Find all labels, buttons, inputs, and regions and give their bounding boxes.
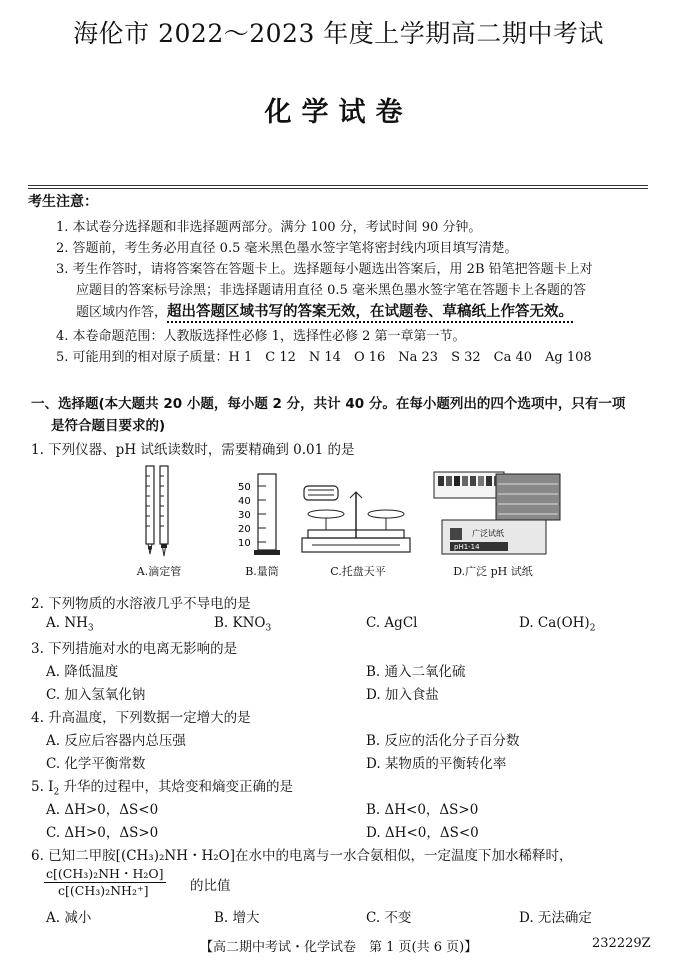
q4-option-b: B. 反应的活化分子百分数 (366, 733, 520, 749)
note-2: 2. 答题前，考生务必用直径 0.5 毫米黑色墨水签字笔将密封线内项目填写清楚。 (56, 241, 518, 256)
cylinder-tick-30: 30 (238, 510, 251, 521)
q2-option-b-sub: 3 (265, 623, 272, 634)
section-heading-line1: 一、选择题(本大题共 20 小题，每小题 2 分，共计 40 分。在每小题列出的四个选项中，只有一项 (31, 396, 626, 412)
exam-title: 海伦市 2022～2023 年度上学期高二期中考试 (73, 19, 604, 48)
ph-box-label: 广泛试纸 (472, 529, 504, 538)
q6-stem: 6. 已知二甲胺[(CH₃)₂NH・H₂O]在水中的电离与一水合氨相似，一定温度下加水稀释时， (31, 848, 573, 864)
q5-stem (31, 775, 293, 798)
q3-option-d: D. 加入食盐 (366, 687, 439, 703)
burette-figure (128, 464, 188, 560)
q6-fraction-denominator: c[(CH₃)₂NH₂⁺] (58, 883, 149, 898)
q2-option-b-text: B. KNO (214, 615, 266, 631)
ph-box-range: pH1-14 (454, 543, 480, 551)
q1-stem: 1. 下列仪器、pH 试纸读数时，需要精确到 0.01 的是 (31, 442, 355, 458)
q6-fraction-numerator: c[(CH₃)₂NH・H₂O] (46, 866, 164, 881)
cylinder-tick-20: 20 (238, 524, 251, 535)
q6-stem-tail: 的比值 (190, 878, 231, 894)
q4-option-c: C. 化学平衡常数 (46, 756, 146, 772)
q4-option-a: A. 反应后容器内总压强 (46, 733, 186, 749)
q6-fraction (44, 864, 166, 898)
q6-option-a: A. 减小 (46, 910, 92, 926)
q6-option-c: C. 不变 (366, 910, 412, 926)
section-heading-line2: 是符合题目要求的) (51, 418, 166, 434)
q2-option-d-sub: 2 (589, 623, 596, 634)
q6-option-d: D. 无法确定 (519, 910, 592, 926)
note-3-line2: 应题目的答案标号涂黑；非选择题请用直径 0.5 毫米黑色墨水签字笔在答题卡上各题的答 (76, 283, 586, 298)
note-4: 4. 本卷命题范围：人教版选择性必修 1，选择性必修 2 第一章第一节。 (56, 329, 466, 344)
balance-figure (298, 478, 418, 560)
q3-stem: 3. 下列措施对水的电离无影响的是 (31, 641, 238, 657)
q1-caption-d: D.广泛 pH 试纸 (453, 565, 533, 578)
q2-option-a-sub: 3 (87, 623, 94, 634)
note-3-line1: 3. 考生作答时，请将答案答在答题卡上。选择题每小题选出答案后，用 2B 铅笔把答题卡上对 (56, 262, 593, 277)
q5-option-d: D. ΔH<0，ΔS<0 (366, 825, 479, 841)
note-5: 5. 可能用到的相对原子质量：H 1 C 12 N 14 O 16 Na 23 S 32 Ca 40 Ag 108 (56, 350, 592, 365)
q1-caption-a: A.滴定管 (136, 565, 182, 578)
header-rule-bottom (28, 188, 648, 189)
ph-paper-figure (432, 470, 562, 560)
q4-option-d: D. 某物质的平衡转化率 (366, 756, 507, 772)
cylinder-tick-10: 10 (238, 538, 251, 549)
header-rule-top (28, 185, 648, 186)
q5-option-b: B. ΔH<0，ΔS>0 (366, 802, 479, 818)
q3-option-b: B. 通入二氧化硫 (366, 664, 466, 680)
exam-subtitle: 化学试卷 (264, 97, 413, 128)
q6-option-b: B. 增大 (214, 910, 260, 926)
notes-heading: 考生注意： (28, 194, 98, 210)
q5-stem-post: 升华的过程中，其焓变和熵变正确的是 (59, 779, 294, 795)
q1-caption-c: C.托盘天平 (330, 565, 386, 578)
q2-option-d (519, 615, 595, 634)
q5-stem-pre: 5. I (31, 779, 54, 795)
q1-caption-b: B.量筒 (245, 565, 279, 578)
q2-option-b (214, 615, 271, 634)
cylinder-tick-40: 40 (238, 496, 251, 507)
note-3-line3 (76, 300, 573, 321)
q3-option-c: C. 加入氢氧化钠 (46, 687, 146, 703)
note-3-emphasis: 超出答题区域书写的答案无效，在试题卷、草稿纸上作答无效。 (167, 304, 573, 323)
note-1: 1. 本试卷分选择题和非选择题两部分。满分 100 分，考试时间 90 分钟。 (56, 220, 482, 235)
cylinder-tick-50: 50 (238, 482, 251, 493)
q2-option-a (46, 615, 94, 634)
q5-stem-sub: 2 (53, 787, 60, 798)
q2-stem: 2. 下列物质的水溶液几乎不导电的是 (31, 596, 251, 612)
q5-option-a: A. ΔH>0，ΔS<0 (46, 802, 159, 818)
q2-option-c: C. AgCl (366, 615, 418, 631)
graduated-cylinder-figure (236, 470, 288, 560)
q5-option-c: C. ΔH>0，ΔS>0 (46, 825, 159, 841)
footer-code: 232229Z (592, 936, 651, 951)
footer-page-info: 【高二期中考试・化学试卷 第 1 页(共 6 页)】 (200, 940, 478, 955)
q4-stem: 4. 升高温度，下列数据一定增大的是 (31, 710, 251, 726)
note-3-line3-text: 题区域内作答， (76, 305, 168, 320)
q3-option-a: A. 降低温度 (46, 664, 119, 680)
q2-option-d-text: D. Ca(OH) (519, 615, 590, 631)
q2-option-a-text: A. NH (46, 615, 88, 631)
